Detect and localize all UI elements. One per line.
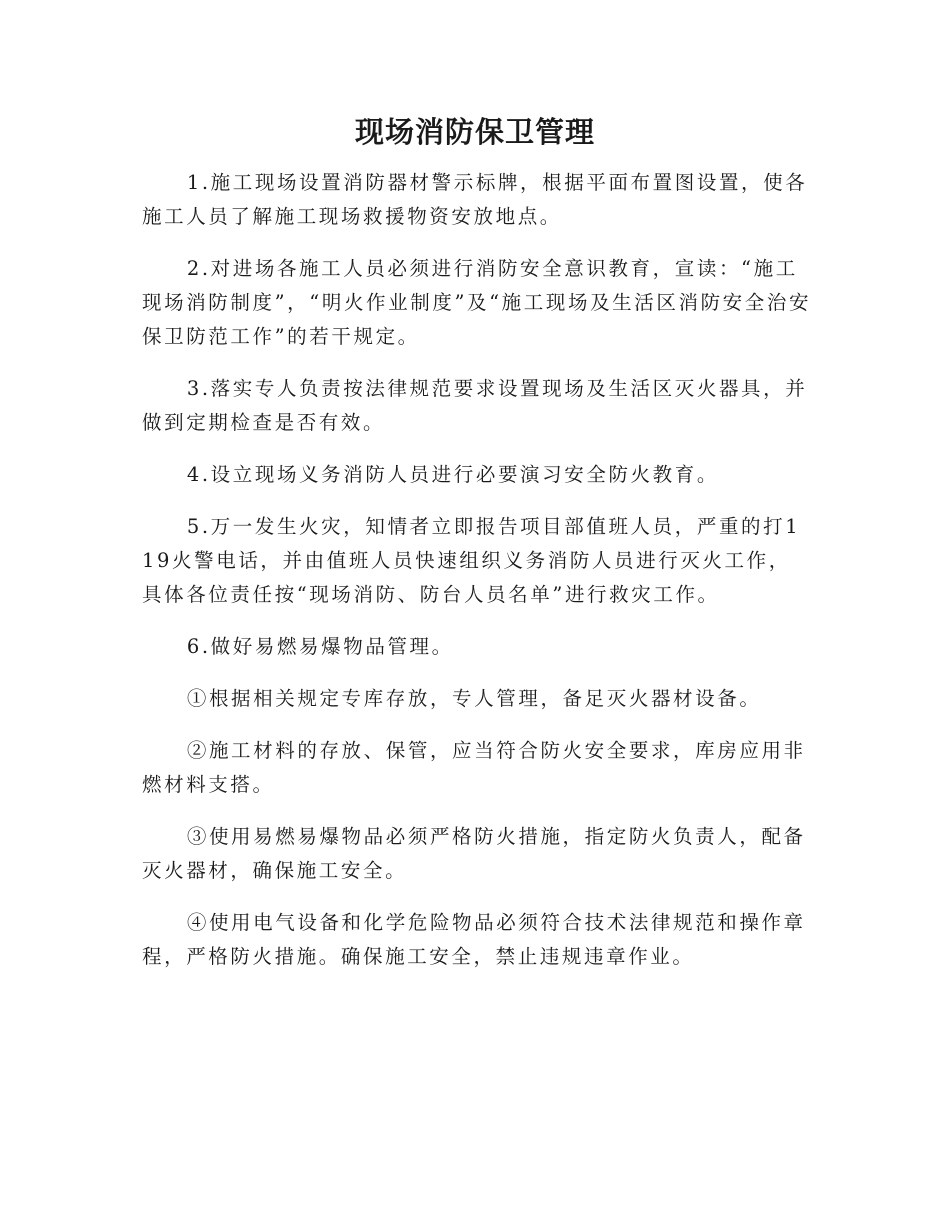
paragraph-5: 5.万一发生火灾，知情者立即报告项目部值班人员，严重的打119火警电话，并由值班人员快速组织义务消防人员进行灭火工作，具体各位责任按“现场消防、防台人员名单”进行救灾工作。: [142, 515, 801, 606]
sub-item-4: ④使用电气设备和化学危险物品必须符合技术法律规范和操作章程，严格防火措施。确保施工安全，禁止违规违章作业。: [142, 911, 806, 968]
paragraph-6: 6.做好易燃易爆物品管理。: [186, 635, 454, 658]
paragraph-4: 4.设立现场义务消防人员进行必要演习安全防火教育。: [186, 463, 719, 486]
sub-item-1: ①根据相关规定专库存放，专人管理，备足灭火器材设备。: [186, 687, 762, 710]
paragraph-3: 3.落实专人负责按法律规范要求设置现场及生活区灭火器具，并做到定期检查是否有效。: [142, 377, 808, 434]
paragraph-2: 2.对进场各施工人员必须进行消防安全意识教育，宣读：“施工现场消防制度”，“明火作业制度”及“施工现场及生活区消防安全治安保卫防范工作”的若干规定。: [142, 257, 812, 348]
sub-item-3: ③使用易燃易爆物品必须严格防火措施，指定防火负责人，配备灭火器材，确保施工安全。: [142, 825, 806, 882]
document-body: [142, 166, 812, 992]
paragraph-1: 1.施工现场设置消防器材警示标牌，根据平面布置图设置，使各施工人员了解施工现场救援物资安放地点。: [142, 171, 808, 228]
document-title: 现场消防保卫管理: [354, 115, 595, 149]
sub-item-2: ②施工材料的存放、保管，应当符合防火安全要求，库房应用非燃材料支搭。: [142, 739, 806, 796]
